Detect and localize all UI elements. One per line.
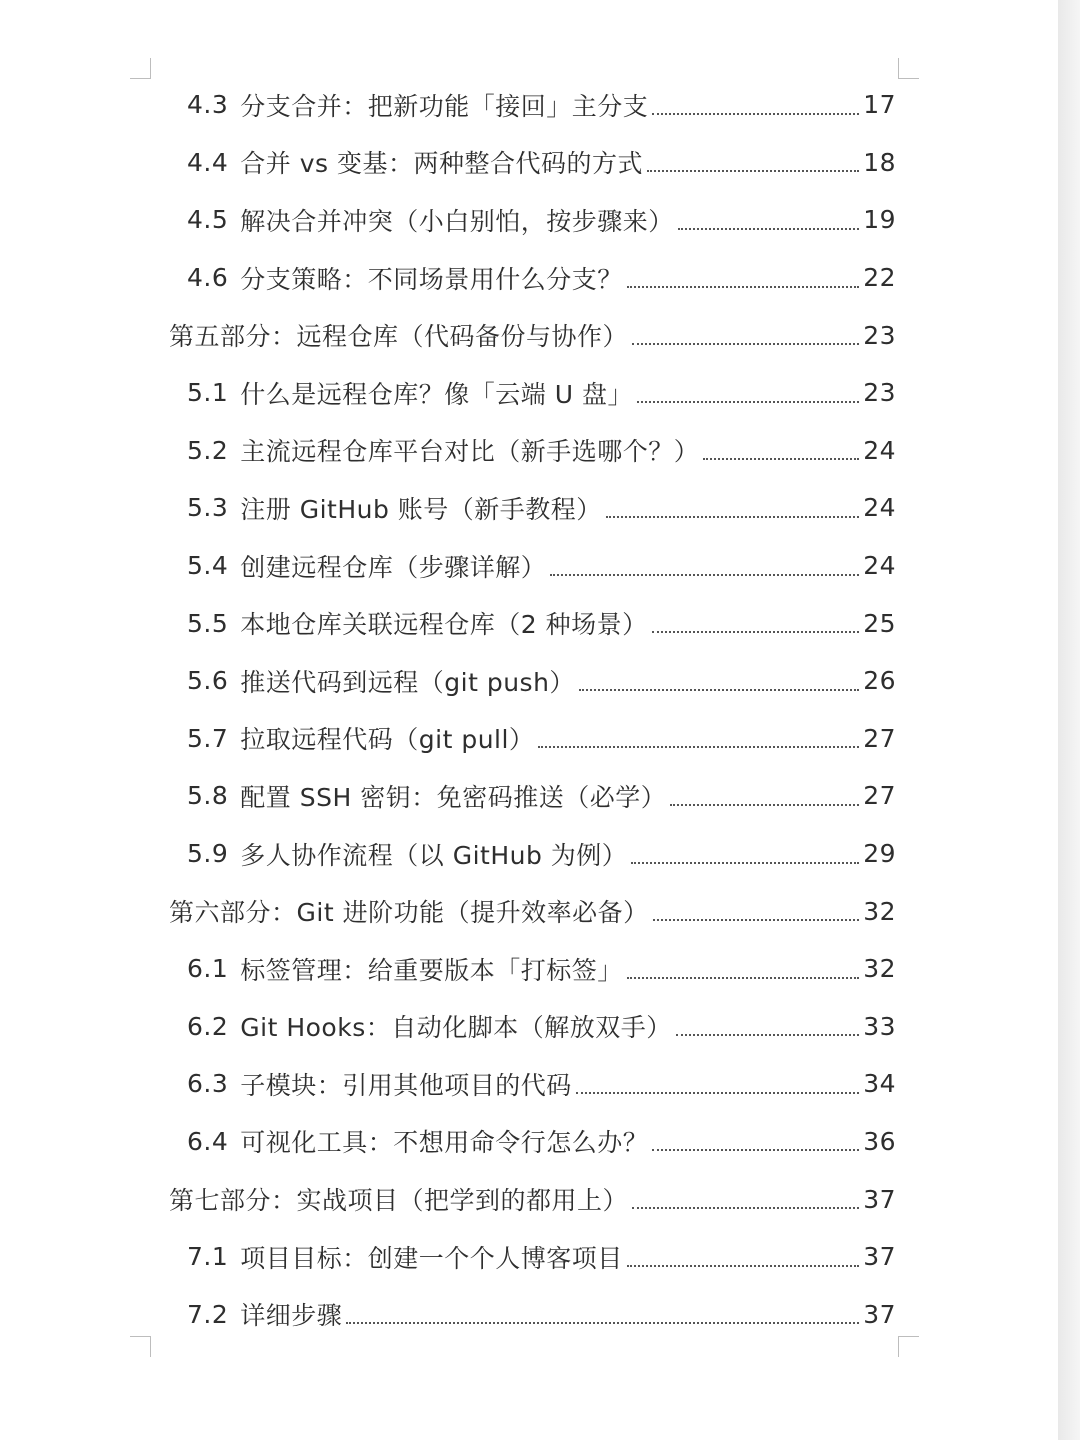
toc-section-entry[interactable]: [0, 940, 1058, 998]
toc-section-entry[interactable]: [0, 998, 1058, 1056]
toc-section-entry[interactable]: [0, 594, 1058, 652]
toc-page-number: 32: [863, 896, 896, 926]
toc-dot-leader: [606, 516, 859, 518]
toc-entry-title: 第七部分：实战项目（把学到的都用上）: [169, 1186, 629, 1216]
toc-dot-leader: [678, 228, 859, 230]
toc-section-entry[interactable]: [0, 76, 1058, 134]
toc-section-entry[interactable]: [0, 537, 1058, 595]
toc-entry-title: 推送代码到远程（git push）: [240, 667, 575, 697]
toc-page-number: 32: [863, 954, 896, 984]
toc-entry-title: 分支策略：不同场景用什么分支？: [240, 264, 623, 294]
toc-entry-number: 5.9: [187, 839, 229, 869]
toc-dot-leader: [653, 919, 860, 921]
toc-section-entry[interactable]: [0, 710, 1058, 768]
toc-entry-title: 创建远程仓库（步骤详解）: [240, 552, 547, 582]
toc-section-entry[interactable]: [0, 652, 1058, 710]
toc-entry-number: 7.2: [187, 1299, 229, 1329]
toc-entry-number: 5.4: [187, 551, 229, 581]
toc-dot-leader: [632, 343, 859, 345]
toc-section-entry[interactable]: [0, 1228, 1058, 1286]
toc-section-entry[interactable]: [0, 767, 1058, 825]
toc-entry-title: 分支合并：把新功能「接回」主分支: [240, 91, 649, 121]
toc-dot-leader: [627, 1265, 859, 1267]
toc-entry-number: 5.2: [187, 435, 229, 465]
toc-page-number: 18: [863, 147, 896, 177]
table-of-contents: [0, 76, 1058, 1343]
toc-page-number: 22: [863, 263, 896, 293]
toc-section-entry[interactable]: [0, 1113, 1058, 1171]
toc-dot-leader: [637, 401, 859, 403]
toc-entry-number: 4.5: [187, 205, 229, 235]
toc-section-entry[interactable]: [0, 1285, 1058, 1343]
toc-entry-title: 合并 vs 变基：两种整合代码的方式: [240, 149, 643, 179]
toc-page-number: 36: [863, 1126, 896, 1156]
toc-entry-title: 配置 SSH 密钥：免密码推送（必学）: [240, 782, 667, 812]
toc-page-number: 37: [863, 1184, 896, 1214]
toc-entry-number: 6.3: [187, 1069, 229, 1099]
toc-entry-number: 5.3: [187, 493, 229, 523]
toc-entry-number: 5.6: [187, 666, 229, 696]
toc-entry-title: 第五部分：远程仓库（代码备份与协作）: [169, 322, 629, 352]
toc-page-number: 37: [863, 1299, 896, 1329]
toc-dot-leader: [627, 286, 859, 288]
toc-dot-leader: [346, 1322, 859, 1324]
toc-dot-leader: [631, 862, 859, 864]
toc-entry-title: 详细步骤: [240, 1301, 343, 1331]
toc-entry-title: 主流远程仓库平台对比（新手选哪个？）: [240, 437, 700, 467]
toc-entry-number: 6.1: [187, 954, 229, 984]
toc-entry-number: 6.2: [187, 1011, 229, 1041]
toc-dot-leader: [652, 631, 860, 633]
toc-page-number: 25: [863, 608, 896, 638]
toc-dot-leader: [576, 1092, 859, 1094]
toc-dot-leader: [652, 1149, 859, 1151]
toc-entry-title: 可视化工具：不想用命令行怎么办？: [240, 1128, 649, 1158]
toc-entry-number: 4.6: [187, 263, 229, 293]
toc-page-number: 27: [863, 723, 896, 753]
toc-page-number: 24: [863, 435, 896, 465]
toc-entry-title: 第六部分：Git 进阶功能（提升效率必备）: [169, 898, 649, 928]
toc-entry-title: 什么是远程仓库？像「云端 U 盘」: [240, 379, 633, 409]
toc-entry-title: Git Hooks：自动化脚本（解放双手）: [240, 1013, 672, 1043]
toc-page-number: 34: [863, 1069, 896, 1099]
page-edge-shadow: [1058, 0, 1080, 1440]
toc-section-entry[interactable]: [0, 1055, 1058, 1113]
toc-entry-title: 项目目标：创建一个个人博客项目: [240, 1243, 623, 1273]
toc-page-number: 19: [863, 205, 896, 235]
toc-section-entry[interactable]: [0, 191, 1058, 249]
toc-page-number: 23: [863, 320, 896, 350]
toc-part-heading[interactable]: [0, 1170, 1058, 1228]
toc-dot-leader: [703, 458, 859, 460]
toc-entry-title: 注册 GitHub 账号（新手教程）: [240, 494, 602, 524]
toc-section-entry[interactable]: [0, 134, 1058, 192]
toc-page-number: 26: [863, 666, 896, 696]
toc-page-number: 24: [863, 493, 896, 523]
toc-page-number: 29: [863, 839, 896, 869]
toc-entry-title: 多人协作流程（以 GitHub 为例）: [240, 840, 628, 870]
toc-dot-leader: [652, 113, 859, 115]
toc-page-number: 27: [863, 781, 896, 811]
toc-entry-title: 子模块：引用其他项目的代码: [240, 1070, 572, 1100]
toc-entry-title: 本地仓库关联远程仓库（2 种场景）: [240, 610, 648, 640]
toc-section-entry[interactable]: [0, 249, 1058, 307]
toc-section-entry[interactable]: [0, 364, 1058, 422]
toc-entry-number: 5.5: [187, 608, 229, 638]
toc-page-number: 17: [863, 90, 896, 120]
toc-section-entry[interactable]: [0, 825, 1058, 883]
toc-dot-leader: [670, 804, 859, 806]
toc-section-entry[interactable]: [0, 479, 1058, 537]
toc-page-number: 33: [863, 1011, 896, 1041]
toc-part-heading[interactable]: [0, 882, 1058, 940]
toc-dot-leader: [632, 1207, 859, 1209]
toc-page-number: 23: [863, 378, 896, 408]
toc-dot-leader: [676, 1034, 859, 1036]
toc-dot-leader: [550, 574, 859, 576]
toc-dot-leader: [579, 689, 859, 691]
toc-part-heading[interactable]: [0, 306, 1058, 364]
toc-page-number: 37: [863, 1242, 896, 1272]
toc-dot-leader: [538, 746, 859, 748]
toc-entry-number: 6.4: [187, 1126, 229, 1156]
toc-entry-number: 5.1: [187, 378, 229, 408]
toc-page-number: 24: [863, 551, 896, 581]
toc-entry-number: 7.1: [187, 1242, 229, 1272]
toc-entry-number: 5.7: [187, 723, 229, 753]
toc-section-entry[interactable]: [0, 422, 1058, 480]
toc-entry-title: 标签管理：给重要版本「打标签」: [240, 955, 623, 985]
toc-entry-title: 拉取远程代码（git pull）: [240, 725, 535, 755]
toc-entry-number: 5.8: [187, 781, 229, 811]
toc-entry-number: 4.3: [187, 90, 229, 120]
toc-dot-leader: [647, 170, 859, 172]
toc-dot-leader: [627, 977, 859, 979]
toc-entry-number: 4.4: [187, 147, 229, 177]
toc-entry-title: 解决合并冲突（小白别怕，按步骤来）: [240, 206, 674, 236]
